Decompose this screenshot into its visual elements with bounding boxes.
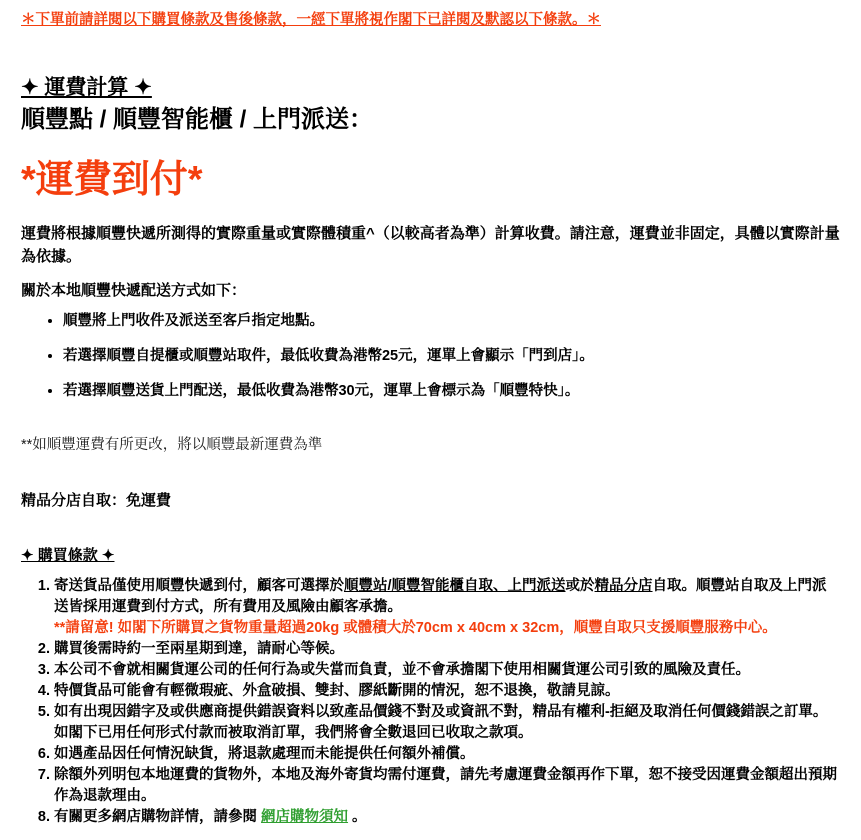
terms-item-out-of-stock: 6. 如遇產品因任何情況缺貨，將退款處理而未能提供任何額外補償。 bbox=[54, 744, 841, 765]
terms-item1-size-warning: **請留意! 如閣下所購買之貨物重量超過20kg 或體積大於70cm x 40cm x 32cm，順豐自取只支援順豐服務中心。 bbox=[54, 620, 777, 636]
shipping-methods-subtitle: 順豐點 / 順豐智能櫃 / 上門派送： bbox=[21, 106, 374, 133]
terms-item-delivery-time: 2. 購買後需時約一至兩星期到達，請耐心等候。 bbox=[54, 639, 841, 660]
fee-change-note: **如順豐運費有所更改，將以順豐最新運費為準 bbox=[21, 437, 323, 453]
terms-item1-underlined-pickup-options: 順豐站/順豐智能櫃自取、上門派送 bbox=[344, 578, 566, 594]
delivery-bullet-locker-station: • 若選擇順豐自提櫃或順豐站取件，最低收費為港幣25元，運單上會顯示「門到店」。 bbox=[63, 346, 841, 367]
freight-collect-heading: *運費到付* bbox=[21, 159, 203, 201]
terms-item-shipping-options bbox=[54, 576, 841, 639]
terms-item8-text1: 有關更多網店購物詳情，請參閱 bbox=[54, 809, 262, 825]
terms-item-discounted-goods: 4. 特價貨品可能會有輕微瑕疵、外盒破損、雙封、膠紙斷開的情況，恕不退換，敬請見諒。 bbox=[54, 681, 841, 702]
purchase-terms-title: ✦ 購買條款 ✦ bbox=[21, 547, 115, 564]
terms-item1-underlined-boutique: 精品分店 bbox=[594, 578, 653, 594]
terms-item-price-error: 5. 如有出現因錯字及或供應商提供錯誤資料以致產品價錢不對及或資訊不對，精品有權利-拒絕及取消任何價錢錯誤之訂單。如閣下已用任何形式付款而被取消訂單，我們將會全數退回已收取之款項。 bbox=[54, 702, 841, 744]
terms-item1-text1: 寄送貨品僅使用順豐快遞到付，顧客可選擇於 bbox=[54, 578, 344, 594]
terms-item-more-info bbox=[54, 807, 841, 828]
terms-item1-text3: 自取。順豐站自取及上門派送皆採用運費到付方式，所有費用及風險由顧客承擔。 bbox=[54, 578, 827, 615]
terms-item-freight-charge: 7. 除額外列明包本地運費的貨物外，本地及海外寄貨均需付運費，請先考慮運費金額再作下單，恕不接受因運費金額超出預期作為退款理由。 bbox=[54, 765, 841, 807]
shop-guide-link[interactable]: 網店購物須知 bbox=[261, 809, 349, 825]
purchase-terms-list bbox=[21, 576, 841, 828]
delivery-bullet-home-delivery: • 若選擇順豐送貨上門配送，最低收費為港幣30元，運單上會標示為「順豐特快」。 bbox=[63, 381, 841, 402]
delivery-bullet-door-pickup: • 順豐將上門收件及派送至客戶指定地點。 bbox=[63, 311, 841, 332]
terms-item8-text2: 。 bbox=[348, 809, 367, 825]
terms-item-courier-liability: 3. 本公司不會就相關貨運公司的任何行為或失當而負責，並不會承擔閣下使用相關貨運公司引致的風險及責任。 bbox=[54, 660, 841, 681]
shipping-fee-intro: 運費將根據順豐快遞所測得的實際重量或實際體積重^（以較高者為準）計算收費。請注意，運費並非固定，具體以實際計量為依據。 bbox=[21, 225, 840, 265]
shipping-calc-title: ✦ 運費計算 ✦ bbox=[21, 76, 152, 99]
delivery-methods-intro: 關於本地順豐快遞配送方式如下： bbox=[21, 282, 247, 299]
terms-item1-text2: 或於 bbox=[565, 578, 595, 594]
store-pickup-note: 精品分店自取：免運費 bbox=[21, 492, 172, 509]
delivery-methods-list bbox=[21, 311, 841, 402]
pre-order-warning: ＊下單前請詳閱以下購買條款及售後條款，一經下單將視作閣下已詳閱及默認以下條款。＊ bbox=[21, 12, 601, 28]
